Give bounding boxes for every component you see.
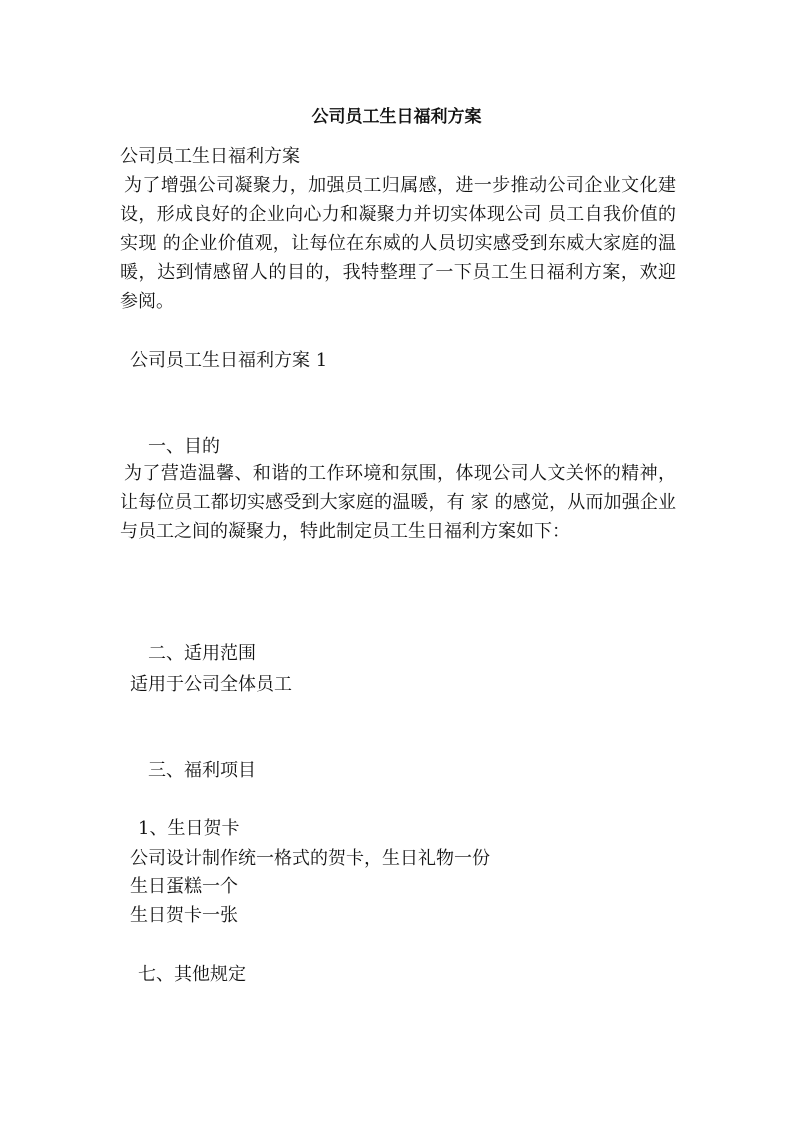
document-subtitle: 公司员工生日福利方案 [120,146,300,167]
intro-paragraph: 为了增强公司凝聚力，加强员工归属感，进一步推动公司企业文化建设，形成良好的企业向心力和凝聚力并切实体现公司 员工自我价值的实现 的企业价值观，让每位在东威的人员切实感受到东威大家庭的温暖，达到情感留人的目的，我特整理了一下员工生日福利方案，欢迎参阅。 [120,175,676,312]
section-2-body: 适用于公司全体员工 [130,674,292,695]
section-3-item-1-heading: 1、生日贺卡 [138,818,240,839]
section-7-heading: 七、其他规定 [138,964,246,985]
section-1-body: 为了营造温馨、和谐的工作环境和氛围，体现公司人文关怀的精神，让每位员工都切实感受到大家庭的温暖，有 家 的感觉，从而加强企业与员工之间的凝聚力，特此制定员工生日福利方案如下： [120,463,676,542]
section-1-heading: 一、目的 [148,436,220,457]
plan-heading: 公司员工生日福利方案 1 [130,350,328,371]
document-title: 公司员工生日福利方案 [311,107,482,127]
section-3-line: 生日贺卡一张 [130,905,238,926]
section-3-heading: 三、福利项目 [148,760,256,781]
section-3-line: 生日蛋糕一个 [130,876,238,897]
section-3-line: 公司设计制作统一格式的贺卡，生日礼物一份 [130,848,490,869]
section-2-heading: 二、适用范围 [148,643,256,664]
